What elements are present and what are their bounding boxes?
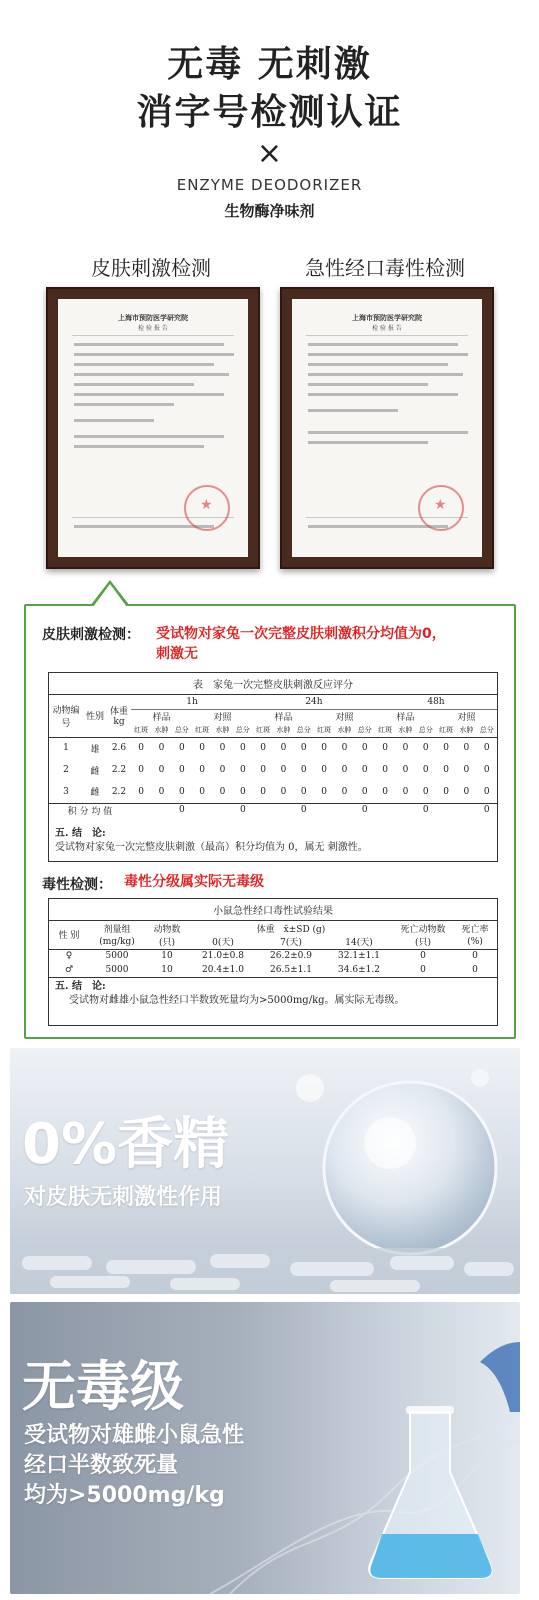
- cell-score: 0: [138, 786, 145, 797]
- seal-stamp: [418, 485, 464, 531]
- divider: [306, 335, 468, 336]
- cell-d7: 26.2±0.9: [270, 951, 312, 962]
- cell-score: 0: [321, 743, 327, 754]
- header-subcol: 红斑: [134, 725, 149, 734]
- cell-score: 0: [463, 765, 470, 775]
- conclusion-title: 五. 结 论:: [55, 980, 106, 992]
- tox-table-grid: [49, 921, 497, 978]
- header-deaths: 死亡动物数: [400, 924, 446, 935]
- skin-test-label: 皮肤刺激检测：: [42, 627, 140, 643]
- text-line: [308, 343, 458, 346]
- skin-irritation-table: [48, 672, 498, 862]
- text-line: [308, 373, 463, 376]
- text-line: [74, 373, 229, 376]
- cell-sex: ♀: [65, 951, 73, 962]
- header-subcol: 红斑: [256, 725, 271, 734]
- text-line: [74, 353, 234, 356]
- cell-score: 0: [260, 743, 266, 754]
- acute-oral-toxicity-table: [48, 898, 498, 1026]
- tox-test-label: 毒性检测：: [42, 877, 112, 893]
- flask-icon: [369, 1406, 491, 1578]
- cell-score: 0: [483, 786, 490, 797]
- header-dose-unit: (mg/kg): [99, 936, 135, 947]
- cell-score: 0: [199, 743, 206, 754]
- cell-score: 0: [199, 765, 206, 775]
- cell-deaths: 0: [420, 951, 426, 962]
- cell-score: 0: [443, 786, 449, 797]
- certificate-frame-oral: [280, 287, 494, 569]
- cell-mean: [192, 803, 212, 817]
- cell-score: 0: [239, 765, 246, 775]
- cell-deaths: 0: [420, 964, 426, 975]
- cell-d7: 26.5±1.1: [270, 964, 312, 975]
- cell-score: 0: [382, 743, 388, 754]
- cell-score: 0: [158, 765, 165, 775]
- mean-label: 积 分 均 值: [67, 806, 113, 817]
- conclusion-text: 受试物对雌雄小鼠急性经口半数致死量均为>5000mg/kg。属实际无毒级。: [69, 994, 405, 1006]
- header-rate: 死亡率: [461, 924, 489, 935]
- cell-mean: [456, 803, 476, 817]
- mean-row: [49, 803, 497, 817]
- header-subcol: 红斑: [195, 725, 210, 734]
- cell-mean: [131, 803, 151, 817]
- text-line: [74, 343, 224, 346]
- text-line: [308, 363, 448, 366]
- cell-score: 0: [422, 765, 429, 775]
- cell-score: 0: [300, 743, 307, 754]
- hero-title-line2: 消字号检测认证: [136, 92, 403, 133]
- cell-weight: 2.2: [111, 765, 127, 775]
- cell-score: 0: [361, 743, 368, 754]
- cell-score: 0: [138, 743, 145, 754]
- cell-score: 0: [300, 765, 307, 775]
- text-line: [74, 393, 224, 396]
- cell-mean: 0: [483, 805, 490, 816]
- banner2-line1: 受试物对雄雌小鼠急性: [24, 1423, 245, 1448]
- header-count: 动物数: [153, 924, 181, 935]
- hero-header: [0, 0, 539, 240]
- test-results-callout: [24, 604, 516, 1039]
- cell-id: 1: [63, 743, 69, 754]
- cell-mean: [273, 803, 293, 817]
- certificate-frame-skin: [46, 287, 260, 569]
- cell-score: 0: [178, 786, 185, 797]
- banner2-line2: 经口半数致死量: [24, 1453, 179, 1478]
- water-droplet: [324, 1082, 496, 1254]
- cell-score: 0: [382, 765, 388, 775]
- header-day: 0(天): [212, 938, 234, 949]
- cell-score: 0: [300, 786, 307, 797]
- text-line: [74, 419, 154, 422]
- header-rate-unit: (%): [467, 936, 483, 947]
- cell-dose: 5000: [105, 964, 129, 975]
- header-sex: 性 别: [58, 931, 80, 942]
- header-group: 对照: [335, 712, 354, 723]
- header-subcol: 总分: [418, 725, 433, 734]
- header-group: 对照: [457, 712, 476, 723]
- header-subcol: 总分: [357, 725, 372, 734]
- cell-mean: 0: [178, 805, 185, 816]
- certificate-title-skin: 皮肤刺激检测: [91, 256, 211, 280]
- cell-score: 0: [321, 786, 327, 797]
- header-subcol: 总分: [296, 725, 311, 734]
- header-group: 样品: [396, 712, 415, 723]
- cell-id: 3: [63, 786, 69, 797]
- conclusion-title: 五. 结 论:: [55, 828, 106, 839]
- cell-sex: 雌: [90, 766, 100, 777]
- cell-d14: 32.1±1.1: [338, 951, 380, 962]
- text-line: [308, 393, 458, 396]
- header-count-unit: (只): [158, 938, 176, 949]
- cell-score: 0: [138, 765, 145, 775]
- table-row: [49, 759, 497, 781]
- header-period: 24h: [253, 695, 375, 709]
- cell-score: 0: [402, 765, 409, 775]
- gloved-hand: [480, 1342, 520, 1412]
- cell-score: 0: [463, 786, 470, 797]
- header-day: 7(天): [280, 938, 302, 949]
- header-subcol: 水肿: [337, 725, 352, 734]
- header-sex: 性别: [85, 712, 104, 723]
- header-subcol: 水肿: [459, 725, 474, 734]
- cell-score: 0: [402, 786, 409, 797]
- cell-score: 0: [341, 743, 348, 754]
- banner2-headline: 无毒级: [22, 1355, 184, 1418]
- certificate-paper: [292, 299, 482, 557]
- cell-score: 0: [443, 743, 449, 754]
- fragrance-free-banner: [10, 1048, 520, 1294]
- non-toxic-banner: [10, 1302, 520, 1594]
- skin-test-result: 受试物对家兔一次完整皮肤刺激积分均值为0，: [156, 626, 446, 642]
- cell-mean: 0: [300, 805, 307, 816]
- banner1-headline: 0%香精: [22, 1112, 230, 1177]
- header-subcol: 水肿: [398, 725, 413, 734]
- cell-score: 0: [280, 765, 287, 775]
- text-line: [308, 431, 468, 434]
- cell-score: 0: [483, 765, 490, 775]
- cell-score: 0: [341, 786, 348, 797]
- header-period: 48h: [375, 695, 497, 709]
- cell-mean: [334, 803, 354, 817]
- certificate-doc-title: 检 验 报 告: [372, 325, 402, 332]
- header-subcol: 水肿: [276, 725, 291, 734]
- small-bubble: [296, 1074, 324, 1102]
- table-caption: 小鼠急性经口毒性试验结果: [49, 899, 497, 921]
- text-line: [74, 403, 174, 406]
- cell-mean: [375, 803, 395, 817]
- cell-score: 0: [219, 765, 226, 775]
- cell-score: 0: [158, 743, 165, 754]
- cell-d0: 21.0±0.8: [202, 951, 244, 962]
- header-subcol: 总分: [174, 725, 189, 734]
- cell-score: 0: [260, 786, 266, 797]
- header-subcol: 红斑: [317, 725, 332, 734]
- cell-score: 0: [158, 786, 165, 797]
- cell-score: 0: [178, 765, 185, 775]
- tox-test-result: 毒性分级属实际无毒级: [124, 874, 264, 890]
- product-name-chinese: 生物酶净味剂: [224, 202, 315, 220]
- cell-sex: 雄: [90, 744, 100, 755]
- cell-score: 0: [361, 765, 368, 775]
- cell-score: 0: [483, 743, 490, 754]
- header-subcol: 总分: [479, 725, 494, 734]
- text-line: [74, 363, 214, 366]
- certificate-institute: 上海市预防医学研究院: [118, 314, 188, 322]
- cell-id: 2: [63, 765, 69, 775]
- table-row: [49, 963, 497, 977]
- cell-count: 10: [161, 951, 173, 962]
- certificate-institute: 上海市预防医学研究院: [352, 314, 422, 322]
- product-name-english: ENZYME DEODORIZER: [176, 176, 363, 194]
- cell-score: 0: [341, 765, 348, 775]
- header-animal: 动物编号: [52, 705, 80, 729]
- table-caption: 表 家兔一次完整皮肤刺激反应评分: [49, 673, 497, 695]
- cell-score: 0: [260, 765, 266, 775]
- cell-weight: 2.2: [111, 786, 127, 797]
- header-subcol: 水肿: [154, 725, 169, 734]
- cell-score: 0: [280, 743, 287, 754]
- skin-test-result-cont: 刺激无: [156, 646, 198, 662]
- text-line: [308, 353, 468, 356]
- cell-score: 0: [178, 743, 185, 754]
- cell-score: 0: [443, 765, 449, 775]
- header-group: 样品: [274, 712, 293, 723]
- certificate-paper: [58, 299, 248, 557]
- cell-dose: 5000: [105, 951, 129, 962]
- cell-score: 0: [463, 743, 470, 754]
- header-day: 14(天): [345, 938, 373, 949]
- cell-d0: 20.4±1.0: [202, 964, 244, 975]
- text-line: [308, 409, 398, 412]
- cell-score: 0: [361, 786, 368, 797]
- callout-tail-inner: [93, 584, 127, 607]
- table-row: [49, 949, 497, 963]
- cell-score: 0: [382, 786, 388, 797]
- certificate-doc-title: 检 验 报 告: [138, 325, 168, 332]
- cell-mean: [314, 803, 334, 817]
- header-subcol: 水肿: [215, 725, 230, 734]
- seal-stamp: [184, 485, 230, 531]
- cell-mean: [436, 803, 456, 817]
- cell-score: 0: [239, 786, 246, 797]
- cross-icon: ×: [256, 136, 283, 171]
- cell-score: 0: [321, 765, 327, 775]
- cell-mean: 0: [361, 805, 368, 816]
- header-subcol: 红斑: [439, 725, 454, 734]
- divider: [72, 335, 234, 336]
- banner1-subline: 对皮肤无刺激性作用: [24, 1185, 223, 1210]
- banner2-line3: 均为>5000mg/kg: [24, 1483, 225, 1508]
- cell-score: 0: [239, 743, 246, 754]
- cell-weight: 2.6: [111, 743, 127, 754]
- cell-score: 0: [219, 743, 226, 754]
- cell-sex: 雌: [90, 788, 100, 799]
- skin-table-grid: [49, 695, 497, 817]
- header-group: 样品: [152, 712, 171, 723]
- table-row: [49, 737, 497, 759]
- conclusion-text: 受试物对家兔一次完整皮肤刺激（最高）积分均值为 0，属无 刺激性。: [55, 842, 368, 853]
- cell-mean: 0: [239, 805, 246, 816]
- cell-mean: [395, 803, 415, 817]
- cell-sex: ♂: [64, 964, 74, 975]
- text-line: [74, 435, 224, 438]
- cell-score: 0: [280, 786, 287, 797]
- text-line: [308, 441, 428, 444]
- cell-mean: 0: [422, 805, 429, 816]
- text-line: [308, 383, 428, 386]
- cell-score: 0: [199, 786, 206, 797]
- certificate-title-oral: 急性经口毒性检测: [305, 256, 465, 280]
- droplet-highlight: [364, 1117, 416, 1169]
- header-dose: 剂量组: [103, 924, 131, 935]
- cell-mean: [151, 803, 171, 817]
- small-bubble: [471, 1069, 489, 1087]
- table-row: [49, 781, 497, 803]
- text-line: [74, 383, 194, 386]
- cell-mean: [253, 803, 273, 817]
- header-weight: 体重kg: [109, 707, 128, 728]
- cell-rate: 0: [472, 964, 478, 975]
- header-subcol: 红斑: [378, 725, 393, 734]
- header-deaths-unit: (只): [414, 938, 432, 949]
- cell-d14: 34.6±1.2: [338, 964, 380, 975]
- cell-rate: 0: [472, 951, 478, 962]
- cell-mean: [212, 803, 232, 817]
- header-subcol: 总分: [235, 725, 250, 734]
- text-line: [74, 445, 204, 448]
- hero-title-line1: 无毒 无刺激: [167, 44, 372, 85]
- cell-count: 10: [161, 964, 173, 975]
- cell-score: 0: [219, 786, 226, 797]
- header-weight: 体重 x̄±SD (g): [256, 924, 326, 935]
- cell-score: 0: [402, 743, 409, 754]
- header-group: 对照: [213, 712, 232, 723]
- header-period: 1h: [131, 695, 253, 709]
- cell-score: 0: [422, 743, 429, 754]
- cell-score: 0: [422, 786, 429, 797]
